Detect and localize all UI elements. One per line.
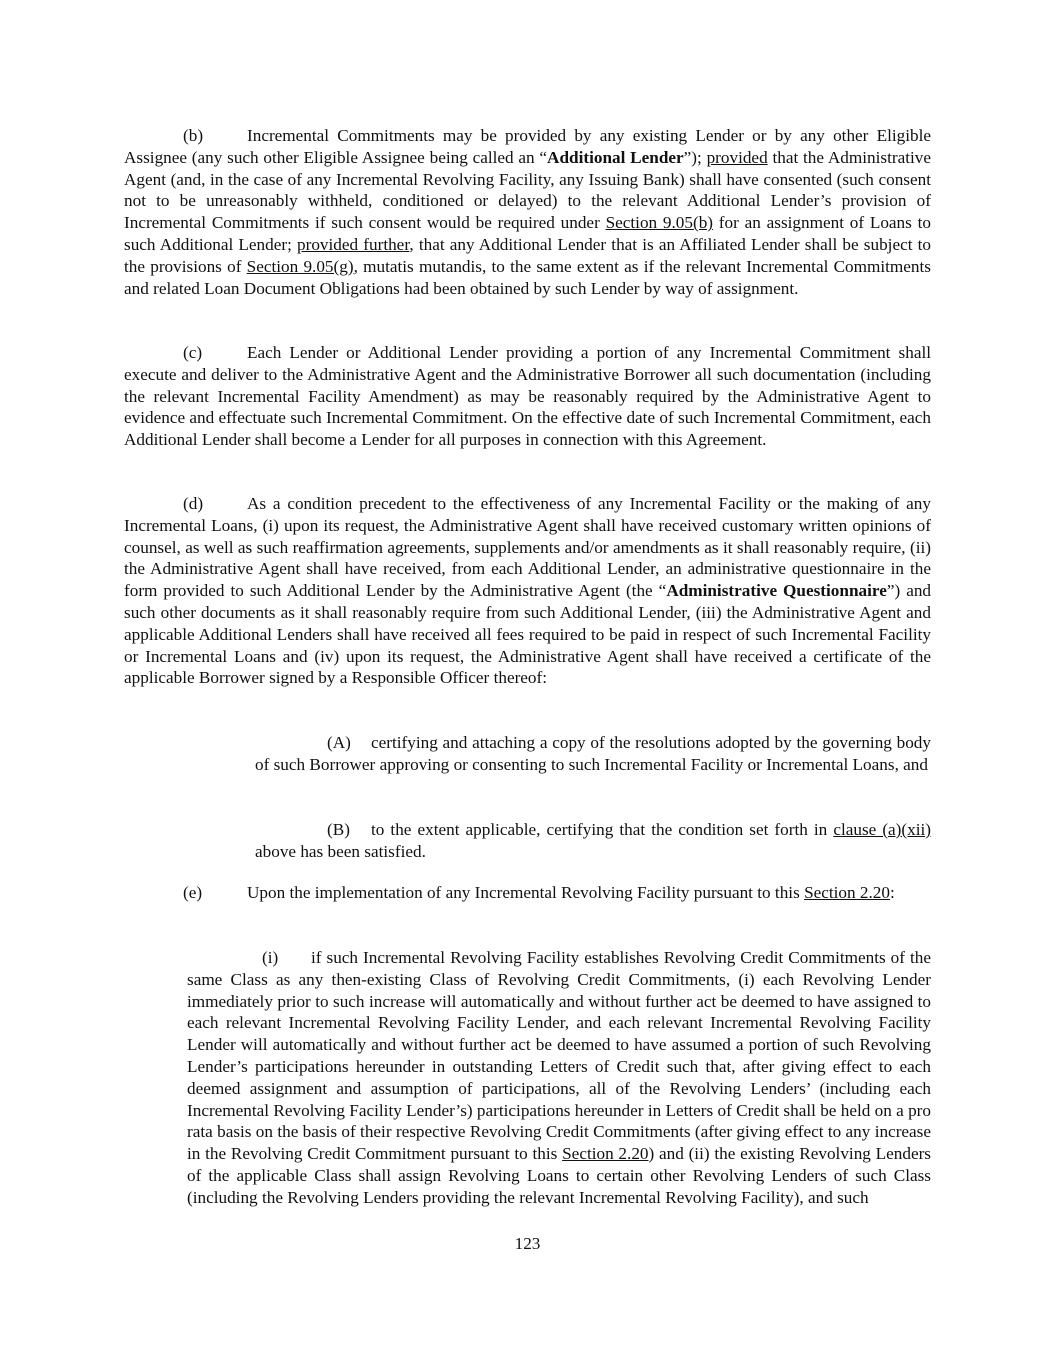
paragraph-e	[124, 882, 931, 904]
paragraph-e-text: Upon the implementation of any Incremental Revolving Facility pursuant to this	[247, 883, 805, 902]
clause-B	[255, 819, 931, 863]
provided-further-term: provided further	[297, 234, 410, 254]
paragraph-b-text: , mutatis mutandis, to the same extent as if the relevant Incremental Commitments and related Loan Document Obligations had been obtained by such Lender by way of assignment.	[124, 256, 931, 298]
clause-i	[187, 947, 931, 1209]
paragraph-d-text: As a condition precedent to the effectiveness of any Incremental Facility or the making of any Incremental Loans, (i) upon its request, the Administrative Agent shall have received customary written opinions of counsel, as well as such reaffirmation agreements, supplements and/or amendments as it shall reasonably require, (ii) the Administrative Agent shall have received, from each Additional Lender, an administrative questionnaire in the form provided to such Additional Lender by the Administrative Agent (the “	[124, 494, 931, 601]
paragraph-b-text: ”);	[683, 147, 707, 167]
paragraph-c	[124, 342, 931, 451]
clause-i-text: ) and (ii) the existing Revolving Lenders of the applicable Class shall assign Revolving Loans to certain other Revolving Lenders of such Class (including the Revolving Lenders providing the relevant Incremental Revolving Facility), and such	[187, 1144, 931, 1207]
page-number: 123	[514, 1234, 541, 1253]
clause-A-label: (A)	[327, 733, 351, 752]
paragraph-b-text: for an assignment of Loans to such Additional Lender;	[124, 213, 931, 254]
clause-B-text: above has been satisfied.	[255, 841, 426, 861]
paragraph-d-label: (d)	[183, 494, 204, 513]
clause-A-text: certifying and attaching a copy of the resolutions adopted by the governing body of such Borrower approving or consenting to such Incremental Facility or Incremental Loans, and	[255, 733, 931, 774]
section-ref-2-20: Section 2.20	[804, 883, 890, 902]
paragraph-b-text: that the Administrative Agent (and, in the case of any Incremental Revolving Facility, any Issuing Bank) shall have consented (such consent not to be unreasonably withheld, conditioned or delayed) to the relevant Additional Lender’s provision of Incremental Commitments if such consent would be required under	[124, 147, 931, 233]
paragraph-d	[124, 493, 931, 689]
defined-term-additional-lender: Additional Lender	[547, 147, 684, 167]
clause-B-text: to the extent applicable, certifying that the condition set forth in	[371, 820, 834, 839]
provided-term: provided	[706, 147, 768, 167]
clause-ref-a-xii: clause (a)(xii)	[833, 820, 931, 839]
paragraph-d-text: ”) and such other documents as it shall reasonably require from such Additional Lender, (iii) the Administrative Agent and applicable Additional Lenders shall have received all fees required to be paid in respect of such Incremental Facility or Incremental Loans and (iv) upon its request, the Administrative Agent shall have received a certificate of the applicable Borrower signed by a Responsible Officer thereof:	[124, 581, 932, 688]
paragraph-e-label: (e)	[183, 883, 203, 902]
paragraph-b-text: Incremental Commitments may be provided by any existing Lender or by any other Eligible Assignee (any such other Eligible Assignee being called an “	[124, 126, 931, 167]
paragraph-c-text: Each Lender or Additional Lender providing a portion of any Incremental Commitment shall execute and deliver to the Administrative Agent and the Administrative Borrower all such documentation (including the relevant Incremental Facility Amendment) as may be reasonably required by the Administrative Agent to evidence and effectuate such Incremental Commitment. On the effective date of such Incremental Commitment, each Additional Lender shall become a Lender for all purposes in connection with this Agreement.	[124, 343, 931, 450]
clause-i-label: (i)	[262, 948, 279, 967]
section-ref-9-05-b: Section 9.05(b)	[605, 213, 714, 233]
defined-term-administrative-questionnaire: Administrative Questionnaire	[666, 581, 887, 601]
clause-i-text: if such Incremental Revolving Facility establishes Revolving Credit Commitments of the same Class as any then-existing Class of Revolving Credit Commitments, (i) each Revolving Lender immediately prior to such increase will automatically and without further act be deemed to have assigned to each relevant Incremental Revolving Facility Lender, and each relevant Incremental Revolving Facility Lender will automatically and without further act be deemed to have assumed a portion of such Revolving Lender’s participations hereunder in outstanding Letters of Credit such that, after giving effect to each deemed assignment and assumption of participations, all of the Revolving Lenders’ (including each Incremental Revolving Facility Lender’s) participations hereunder in Letters of Credit shall be held on a pro rata basis on the basis of their respective Revolving Credit Commitments (after giving effect to any increase in the Revolving Credit Commitment pursuant to this	[187, 948, 931, 1164]
paragraph-c-label: (c)	[183, 343, 203, 362]
paragraph-b-label: (b)	[183, 126, 204, 145]
clause-B-label: (B)	[327, 820, 350, 839]
paragraph-e-text: :	[890, 883, 895, 902]
section-ref-9-05-g: Section 9.05(g)	[246, 256, 354, 276]
clause-A	[255, 732, 931, 776]
section-ref-2-20-inline: Section 2.20	[562, 1144, 649, 1164]
paragraph-b-text: , that any Additional Lender that is an Affiliated Lender shall be subject to the provisions of	[124, 234, 932, 276]
paragraph-b	[124, 125, 931, 299]
